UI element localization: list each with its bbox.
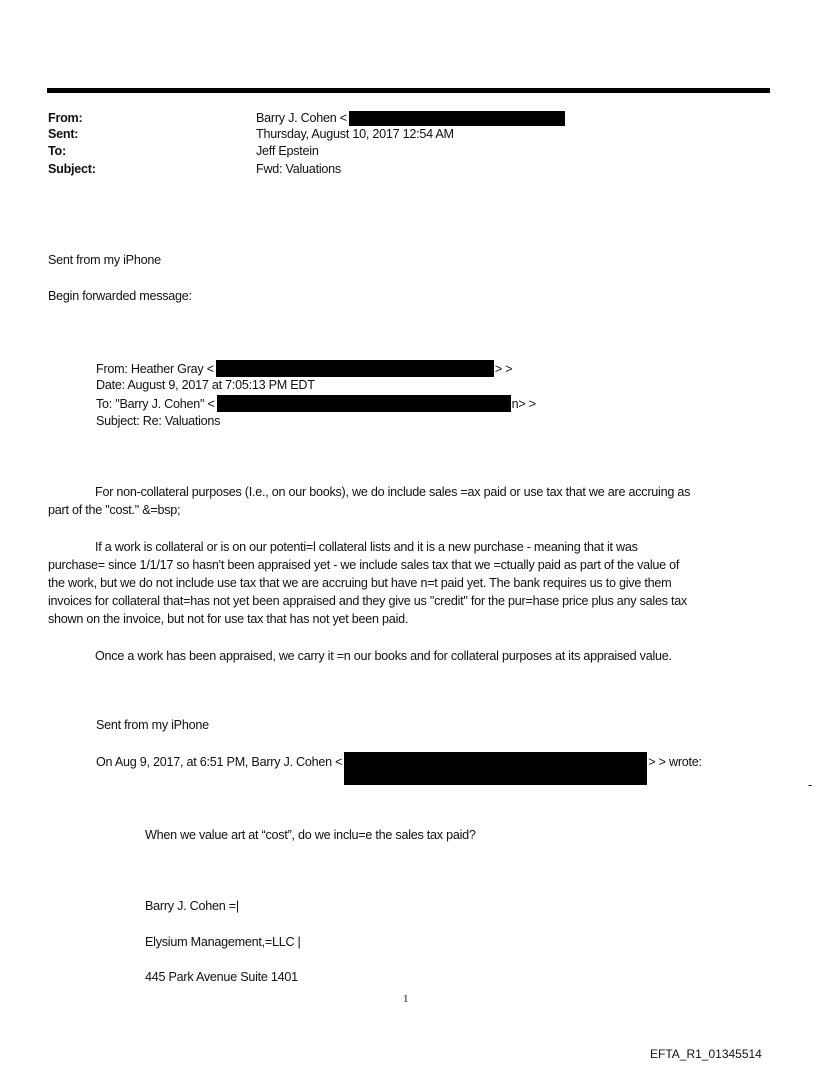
begin-forwarded: Begin forwarded message: (48, 289, 192, 303)
from-row (256, 110, 565, 126)
to-label: To: (48, 144, 66, 158)
header-rule (47, 88, 770, 93)
from-label: From: (48, 111, 83, 125)
page-number: 1 (403, 993, 409, 1005)
para1-line: part of the "cost." &=bsp; (48, 503, 181, 517)
redaction (344, 752, 647, 785)
para1-line: For non-collateral purposes (I.e., on our books), we do include sales =ax paid or use tax that we are accruing as (95, 485, 691, 499)
to-value: Jeff Epstein (256, 144, 319, 158)
fwd-to-tail: n> > (511, 396, 536, 411)
on-date-row (96, 752, 702, 785)
fwd-date: Date: August 9, 2017 at 7:05:13 PM EDT (96, 378, 315, 392)
signature-address: 445 Park Avenue Suite 1401 (145, 970, 298, 984)
fwd-from: From: Heather Gray < (96, 361, 214, 376)
para2-line: purchase= since 1/1/17 so hasn't been appraised yet - we include sales tax that we =ctually paid as part of the value of (48, 558, 680, 572)
sent-from-iphone: Sent from my iPhone (48, 253, 161, 267)
fwd-from-row (96, 360, 512, 377)
para2-line: invoices for collateral that=has not yet been appraised and they give us "credit" for the pur=hase price plus any sales tax (48, 594, 688, 608)
document-id: EFTA_R1_01345514 (650, 1047, 762, 1061)
redaction (349, 111, 565, 126)
para2-line: If a work is collateral or is on our potenti=l collateral lists and it is a new purchase - meaning that it was (95, 540, 638, 554)
margin-mark: - (808, 778, 812, 792)
fwd-to: To: "Barry J. Cohen" < (96, 396, 215, 411)
sent-label: Sent: (48, 127, 79, 141)
fwd-subject: Subject: Re: Valuations (96, 414, 221, 428)
para2-line: the work, but we do not include use tax that we are accruing but have n=t paid yet. The bank requires us to give them (48, 576, 672, 590)
para2-line: shown on the invoice, but not for use tax that has not yet been paid. (48, 612, 409, 626)
redaction (217, 395, 511, 412)
subject-value: Fwd: Valuations (256, 162, 341, 176)
on-date-tail: > > wrote: (648, 755, 702, 769)
para3: Once a work has been appraised, we carry it =n our books and for collateral purposes at its appraised value. (95, 649, 672, 663)
signature-name: Barry J. Cohen =| (145, 899, 239, 913)
question: When we value art at “cost”, do we inclu=e the sales tax paid? (145, 828, 476, 842)
from-value: Barry J. Cohen < (256, 111, 347, 125)
signature-company: Elysium Management,=LLC | (145, 935, 301, 949)
on-date-line: On Aug 9, 2017, at 6:51 PM, Barry J. Cohen < (96, 755, 343, 769)
sent-value: Thursday, August 10, 2017 12:54 AM (256, 127, 454, 141)
subject-label: Subject: (48, 162, 96, 176)
redaction (216, 360, 494, 377)
sent-from-iphone-2: Sent from my iPhone (96, 718, 209, 732)
fwd-to-row (96, 395, 536, 412)
fwd-from-tail: > > (494, 361, 513, 376)
